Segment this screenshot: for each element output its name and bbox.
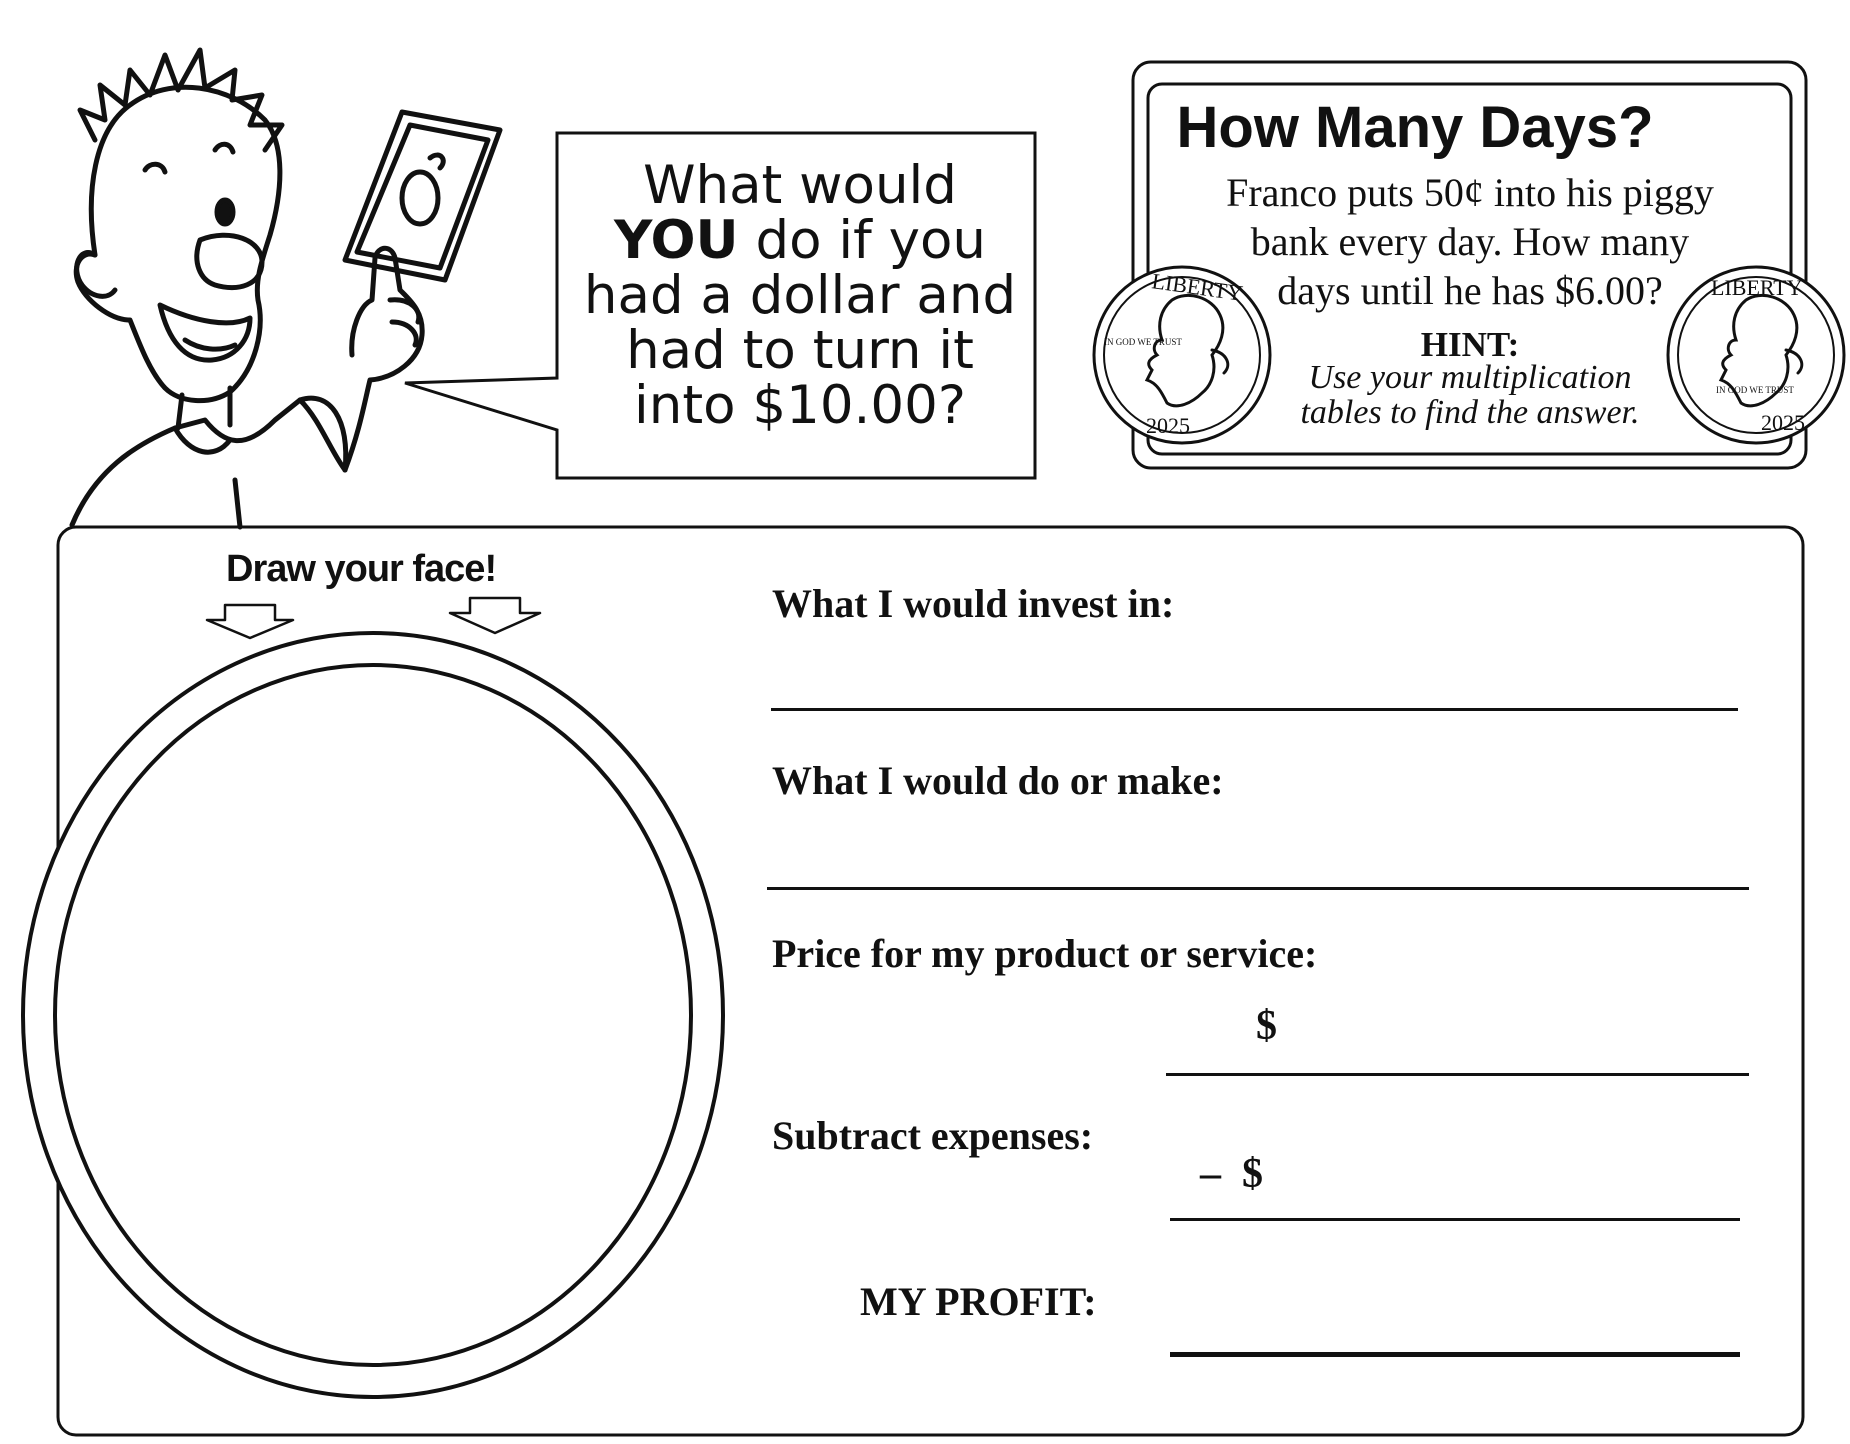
hint-title: HINT: <box>1420 325 1520 364</box>
invest-label: What I would invest in: <box>772 581 1175 626</box>
bubble-line-3: had a dollar and <box>583 265 1017 326</box>
coin-year-text: 2025 <box>1761 410 1805 435</box>
profit-label: MY PROFIT: <box>860 1279 1097 1324</box>
expenses-label: Subtract expenses: <box>772 1113 1094 1158</box>
puzzle-title: How Many Days? <box>1176 95 1654 160</box>
expenses-answer-line[interactable] <box>1170 1218 1740 1221</box>
bubble-emphasis: YOU <box>614 210 739 271</box>
coin-year-text: 2025 <box>1146 413 1190 438</box>
make-answer-line[interactable] <box>767 887 1749 890</box>
hint-body <box>1250 360 1690 430</box>
coin-motto-text: IN GOD WE TRUST <box>1104 337 1182 347</box>
puzzle-body-line: bank every day. How many <box>1250 219 1690 264</box>
coin-motto-text: IN GOD WE TRUST <box>1716 385 1794 395</box>
make-label: What I would do or make: <box>772 758 1224 803</box>
draw-face-label: Draw your face! <box>226 548 497 590</box>
cartoon-kid-illustration <box>72 50 500 527</box>
puzzle-body-line: Franco puts 50¢ into his piggy <box>1226 170 1714 215</box>
arrow-down-icon <box>207 605 293 638</box>
profit-answer-line[interactable] <box>1170 1352 1740 1357</box>
face-oval-outer <box>23 633 723 1397</box>
bubble-line-2 <box>560 210 1040 271</box>
hint-line: tables to find the answer. <box>1300 394 1640 431</box>
puzzle-body <box>1180 168 1760 315</box>
bubble-line-5: into $10.00? <box>634 375 966 436</box>
puzzle-body-line: days until he has $6.00? <box>1277 268 1663 313</box>
arrow-down-icon <box>450 598 540 633</box>
hint-line: Use your multiplication <box>1308 359 1632 396</box>
bubble-line-4: had to turn it <box>626 320 974 381</box>
expenses-minus-dollar: – $ <box>1200 1151 1263 1197</box>
coin-liberty-text: LIBERTY <box>1150 268 1245 306</box>
price-answer-line[interactable] <box>1166 1073 1749 1076</box>
coin-liberty-text: LIBERTY <box>1711 275 1803 300</box>
bubble-line-1: What would <box>643 155 957 216</box>
bubble-line-2-rest: do if you <box>738 210 986 271</box>
price-dollar-sign: $ <box>1256 1003 1277 1049</box>
speech-bubble-text <box>560 155 1040 436</box>
invest-answer-line[interactable] <box>771 708 1738 711</box>
price-label: Price for my product or service: <box>772 931 1318 976</box>
